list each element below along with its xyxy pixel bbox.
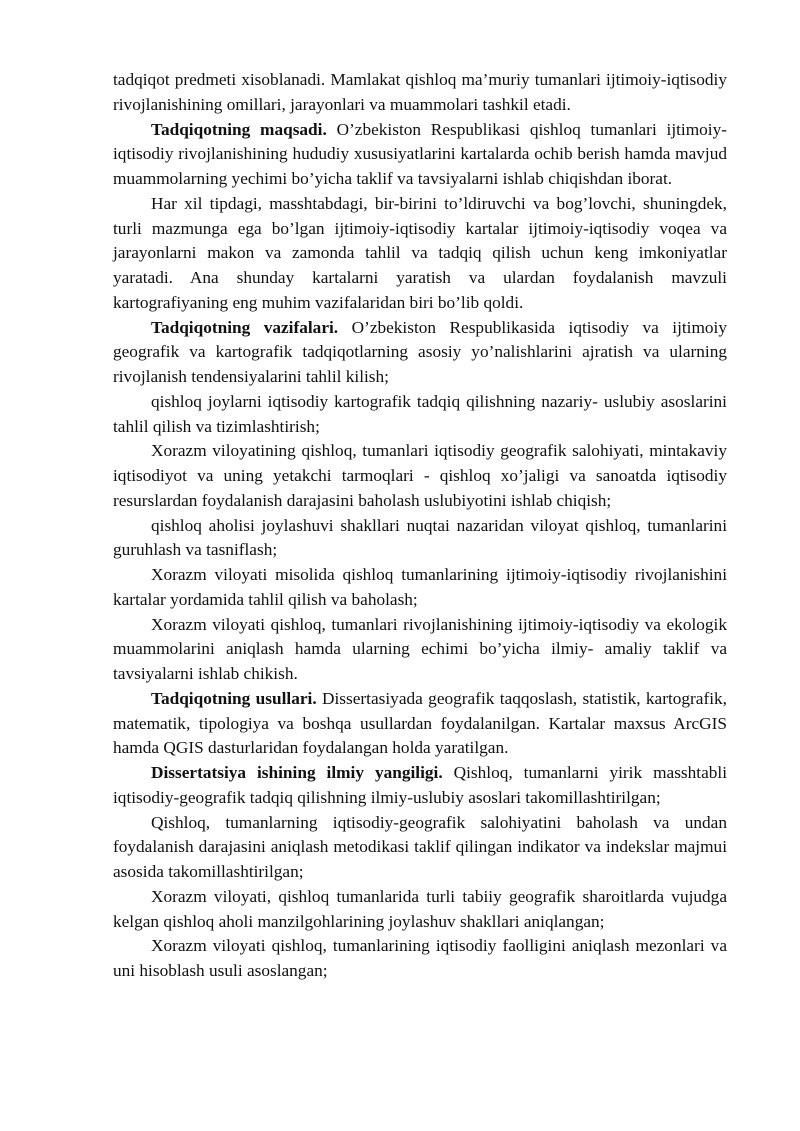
paragraph-7-text: qishloq aholisi joylashuvi shakllari nuqtai nazaridan viloyat qishloq, tumanlarini guruhlash va tasniflash; (113, 515, 727, 560)
paragraph-7 (113, 514, 727, 564)
paragraph-12-text: Qishloq, tumanlarning iqtisodiy-geografik salohiyatini baholash va undan foydalanish darajasini aniqlash metodikasi taklif qilingan indikator va indekslar majmui asosida takomillashtirilgan; (113, 812, 727, 881)
paragraph-11-text: Qishloq, tumanlarni yirik masshtabli iqtisodiy-geografik tadqiq qilishning ilmiy-uslubiy asoslari takomillashtirilgan; (113, 763, 727, 807)
paragraph-9 (113, 613, 727, 687)
paragraph-10 (113, 687, 727, 761)
document-page (113, 68, 727, 984)
paragraph-12 (113, 811, 727, 885)
paragraph-11 (113, 761, 727, 811)
paragraph-1-text: tadqiqot predmeti xisoblanadi. Mamlakat qishloq ma’muriy tumanlari ijtimoiy-iqtisodiy rivojlanishining omillari, jarayonlari va muammolari tashkil etadi. (113, 70, 727, 114)
paragraph-11-heading: Dissertatsiya ishining ilmiy yangiligi. (151, 763, 443, 782)
paragraph-2-heading: Tadqiqotning maqsadi. (151, 119, 327, 139)
paragraph-4-heading: Tadqiqotning vazifalari. (151, 317, 339, 337)
paragraph-2 (113, 118, 727, 192)
paragraph-10-text: Dissertasiyada geografik taqqoslash, statistik, kartografik, matematik, tipologiya va boshqa usullardan foydalanilgan. Kartalar maxsus ArcGIS hamda QGIS dasturlaridan foydalangan holda yaratilgan. (113, 688, 727, 758)
paragraph-3 (113, 192, 727, 316)
paragraph-14-text: Xorazm viloyati qishloq, tumanlarining iqtisodiy faolligini aniqlash mezonlari va uni hisoblash usuli asoslangan; (113, 936, 727, 980)
paragraph-2-text: O’zbekiston Respublikasi qishloq tumanlari ijtimoiy-iqtisodiy rivojlanishining hududiy xususiyatlarini kartalarda ochib berish hamda mavjud muammolarning yechimi bo’yicha taklif va tavsiyalarni ishlab chiqishdan iborat. (113, 119, 727, 188)
paragraph-13 (113, 885, 727, 935)
paragraph-4 (113, 316, 727, 390)
paragraph-6 (113, 439, 727, 513)
paragraph-5-text: qishloq joylarni iqtisodiy kartografik tadqiq qilishning nazariy- uslubiy asoslarini tahlil qilish va tizimlashtirish; (113, 391, 727, 436)
paragraph-5 (113, 390, 727, 440)
paragraph-6-text: Xorazm viloyatining qishloq, tumanlari iqtisodiy geografik salohiyati, mintakaviy iqtisodiyot va uning yetakchi tarmoqlari - qishloq xo’jaligi va sanoatda iqtisodiy resurslardan foydalanish darajasini baholash uslubiyotini ishlab chiqish; (113, 441, 727, 510)
paragraph-8 (113, 563, 727, 613)
paragraph-3-text: Har xil tipdagi, masshtabdagi, bir-birini to’ldiruvchi va bog’lovchi, shuningdek, turli mazmunga ega bo’lgan ijtimoiy-iqtisodiy kartalar ijtimoiy-iqtisodiy voqea va jarayonlarni makon va zamonda tahlil va tadqiq qilish uchun keng imkoniyatlar yaratadi. Ana shunday kartalarni yaratish va ulardan foydalanish mavzuli kartografiyaning eng muhim vazifalaridan biri bo’lib qoldi. (113, 193, 727, 312)
paragraph-4-text: O’zbekiston Respublikasida iqtisodiy va ijtimoiy geografik va kartografik tadqiqotlarning asosiy yo’nalishlarini ajratish va ularning rivojlanish tendensiyalarini tahlil kilish; (113, 317, 727, 386)
paragraph-13-text: Xorazm viloyati, qishloq tumanlarida turli tabiiy geografik sharoitlarda vujudga kelgan qishloq aholi manzilgohlarining joylashuv shakllari aniqlangan; (113, 886, 727, 931)
paragraph-1 (113, 68, 727, 118)
paragraph-10-heading: Tadqiqotning usullari. (151, 688, 317, 708)
paragraph-9-text: Xorazm viloyati qishloq, tumanlari rivojlanishining ijtimoiy-iqtisodiy va ekologik muammolarini aniqlash hamda ularning echimi bo’yicha ilmiy- amaliy taklif va tavsiyalarni ishlab chikish. (113, 614, 727, 683)
paragraph-14 (113, 934, 727, 984)
paragraph-8-text: Xorazm viloyati misolida qishloq tumanlarining ijtimoiy-iqtisodiy rivojlanishini kartalar yordamida tahlil qilish va baholash; (113, 565, 727, 609)
